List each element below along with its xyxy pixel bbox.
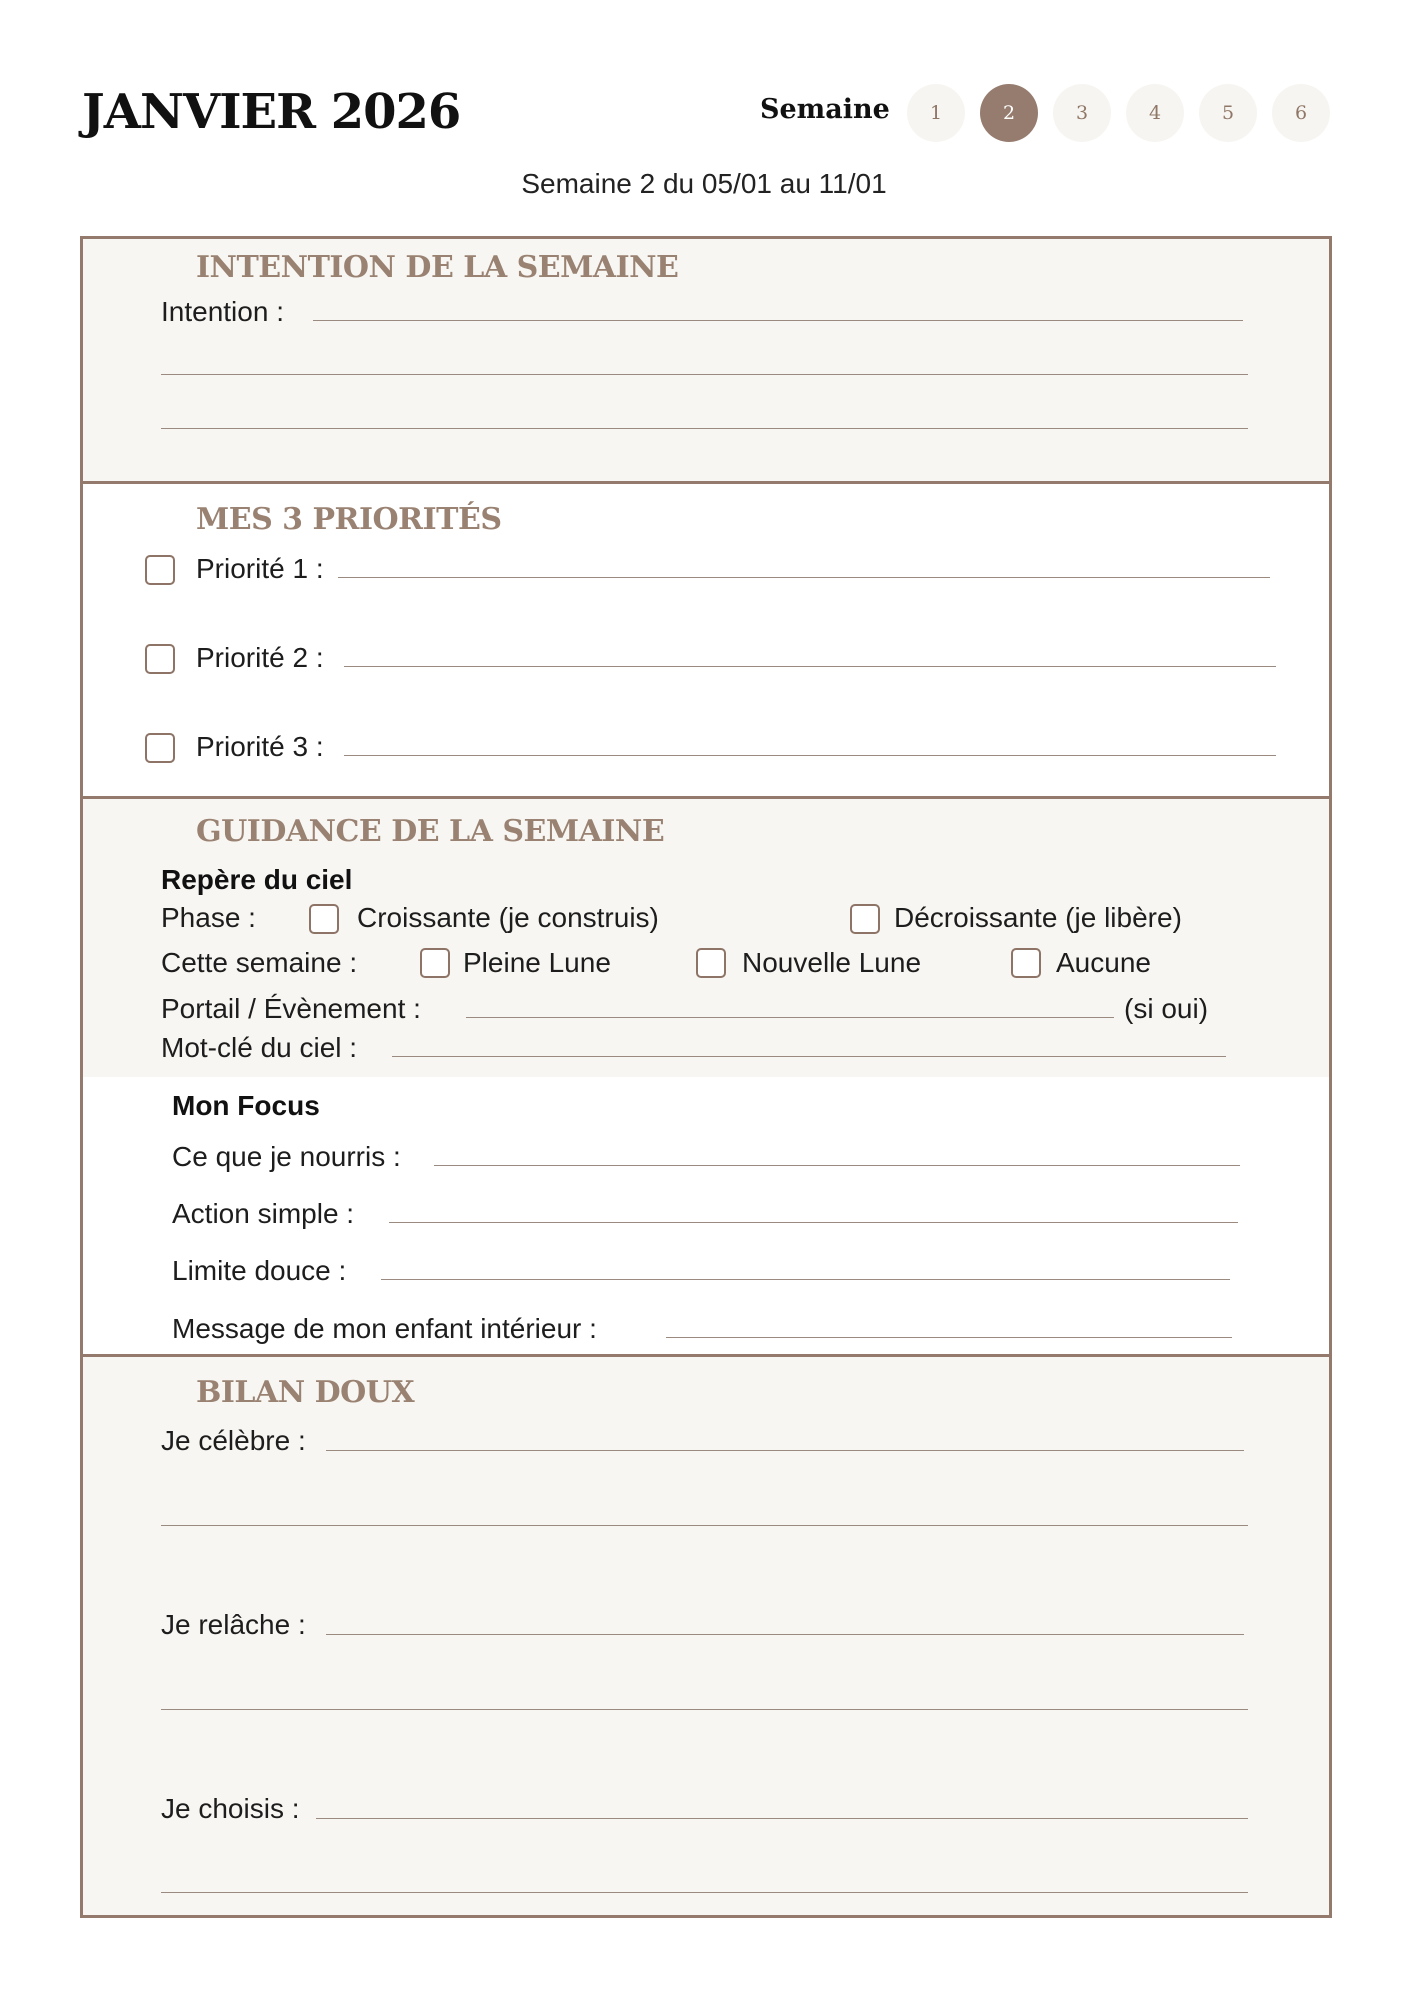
bilan-title: BILAN DOUX: [196, 1375, 415, 1410]
choisis-line[interactable]: [161, 1892, 1248, 1893]
divider: [80, 1354, 1332, 1357]
priority-1-line[interactable]: [338, 577, 1270, 578]
intention-line[interactable]: [161, 374, 1248, 375]
week-label: Semaine: [760, 94, 890, 125]
intention-label: Intention :: [161, 296, 284, 327]
week-button-2[interactable]: 2: [980, 84, 1038, 142]
priority-3-line[interactable]: [344, 755, 1276, 756]
keyword-line[interactable]: [392, 1056, 1226, 1057]
intention-title: INTENTION DE LA SEMAINE: [196, 250, 679, 285]
nouvelle-lune-checkbox[interactable]: [696, 948, 726, 978]
focus-nourris-label: Ce que je nourris :: [172, 1141, 401, 1172]
divider: [80, 796, 1332, 799]
focus-limite-line[interactable]: [381, 1279, 1230, 1280]
focus-limite-label: Limite douce :: [172, 1255, 347, 1286]
planner-frame: [80, 236, 1332, 1918]
page-title: JANVIER 2026: [82, 84, 461, 140]
celebre-label: Je célèbre :: [161, 1425, 306, 1456]
priority-3-checkbox[interactable]: [145, 733, 175, 763]
aucune-checkbox[interactable]: [1011, 948, 1041, 978]
celebre-line[interactable]: [326, 1450, 1244, 1451]
focus-action-line[interactable]: [389, 1222, 1238, 1223]
week-button-1[interactable]: 1: [907, 84, 965, 142]
priority-2-checkbox[interactable]: [145, 644, 175, 674]
phase-croissante-label: Croissante (je construis): [357, 902, 659, 933]
phase-label: Phase :: [161, 902, 256, 933]
phase-decroissante-checkbox[interactable]: [850, 904, 880, 934]
intention-line[interactable]: [313, 320, 1243, 321]
choisis-label: Je choisis :: [161, 1793, 300, 1824]
aucune-label: Aucune: [1056, 947, 1151, 978]
guidance-title: GUIDANCE DE LA SEMAINE: [196, 814, 665, 849]
week-button-6[interactable]: 6: [1272, 84, 1330, 142]
pleine-lune-label: Pleine Lune: [463, 947, 611, 978]
week-button-4[interactable]: 4: [1126, 84, 1184, 142]
relache-line[interactable]: [326, 1634, 1244, 1635]
focus-enfant-line[interactable]: [666, 1337, 1232, 1338]
sky-heading: Repère du ciel: [161, 864, 353, 895]
relache-label: Je relâche :: [161, 1609, 306, 1640]
intention-line[interactable]: [161, 428, 1248, 429]
priority-1-checkbox[interactable]: [145, 555, 175, 585]
priority-2-line[interactable]: [344, 666, 1276, 667]
priority-2-label: Priorité 2 :: [196, 642, 324, 673]
priority-1-label: Priorité 1 :: [196, 553, 324, 584]
focus-enfant-label: Message de mon enfant intérieur :: [172, 1313, 597, 1344]
celebre-line[interactable]: [161, 1525, 1248, 1526]
week-button-5[interactable]: 5: [1199, 84, 1257, 142]
week-range: Semaine 2 du 05/01 au 11/01: [521, 168, 887, 199]
divider: [80, 481, 1332, 484]
choisis-line[interactable]: [316, 1818, 1248, 1819]
week-button-3[interactable]: 3: [1053, 84, 1111, 142]
phase-croissante-checkbox[interactable]: [309, 904, 339, 934]
focus-nourris-line[interactable]: [434, 1165, 1240, 1166]
phase-decroissante-label: Décroissante (je libère): [894, 902, 1182, 933]
portal-line[interactable]: [466, 1017, 1114, 1018]
nouvelle-lune-label: Nouvelle Lune: [742, 947, 922, 978]
priority-3-label: Priorité 3 :: [196, 731, 324, 762]
week-event-label: Cette semaine :: [161, 947, 358, 978]
pleine-lune-checkbox[interactable]: [420, 948, 450, 978]
focus-heading: Mon Focus: [172, 1090, 320, 1121]
portal-suffix: (si oui): [1124, 993, 1209, 1024]
portal-label: Portail / Évènement :: [161, 993, 421, 1024]
priorities-title: MES 3 PRIORITÉS: [196, 502, 502, 537]
keyword-label: Mot-clé du ciel :: [161, 1032, 358, 1063]
focus-action-label: Action simple :: [172, 1198, 355, 1229]
relache-line[interactable]: [161, 1709, 1248, 1710]
